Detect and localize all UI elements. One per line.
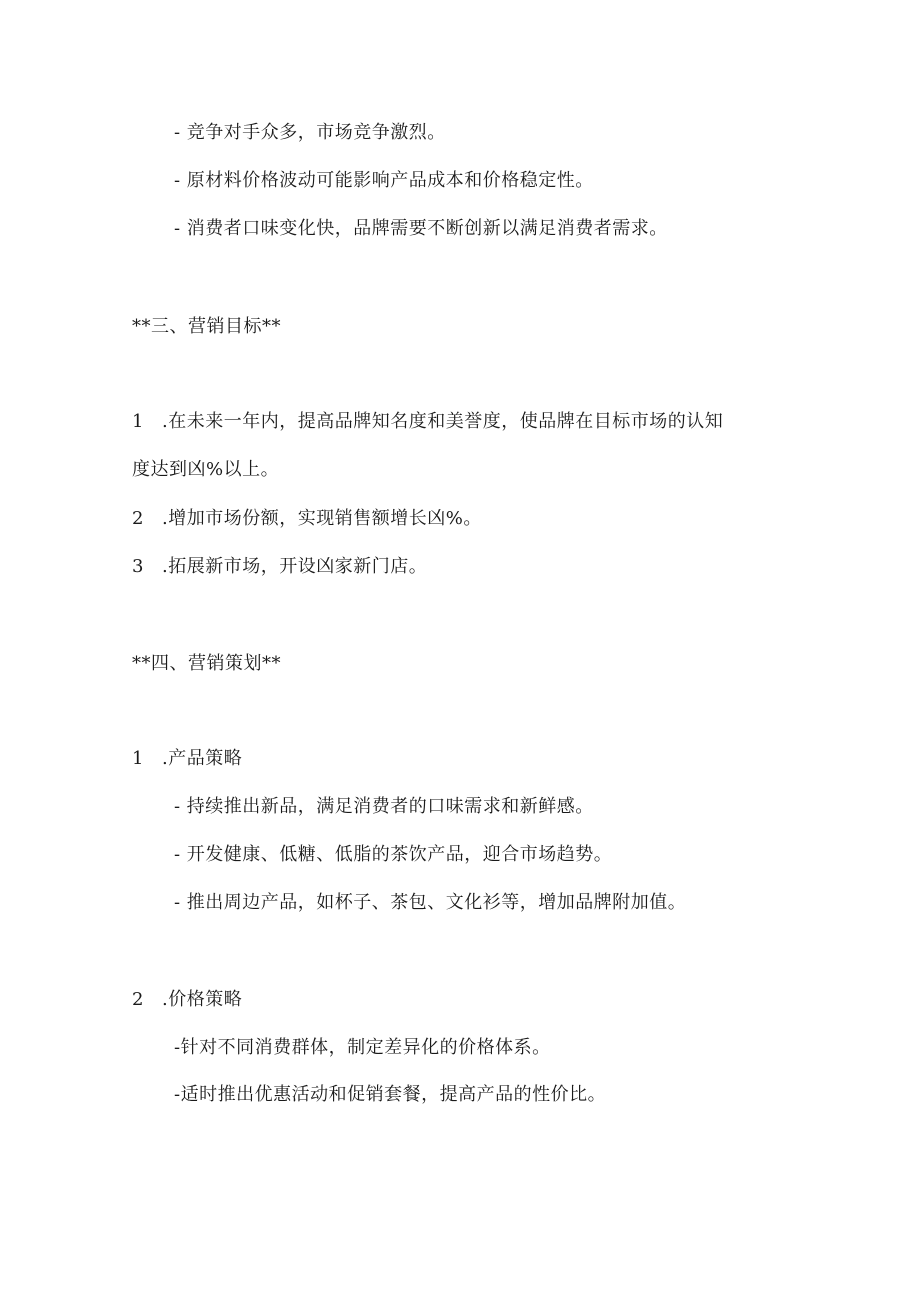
strategy-number: 2 (132, 989, 144, 1010)
goal-number: 3 (132, 556, 144, 577)
price-bullet: -适时推出优惠活动和促销套餐，提高产品的性价比。 (174, 1084, 607, 1105)
product-bullet: - 持续推出新品，满足消费者的口味需求和新鲜感。 (174, 796, 594, 817)
goal-text: .拓展新市场，开设凶家新门店。 (162, 556, 428, 577)
product-bullet: - 推出周边产品，如杯子、茶包、文化衫等，增加品牌附加值。 (174, 892, 687, 913)
price-bullet: -针对不同消费群体，制定差异化的价格体系。 (174, 1037, 551, 1058)
goal-text-continuation: 度达到凶%以上。 (132, 459, 280, 480)
goal-item (132, 558, 427, 576)
goal-number: 2 (132, 508, 144, 529)
product-bullet: - 开发健康、低糖、低脂的茶饮产品，迎合市场趋势。 (174, 844, 613, 865)
section-heading-marketing-plan: **四、营销策划** (132, 653, 281, 674)
risk-bullet: - 消费者口味变化快，品牌需要不断创新以满足消费者需求。 (174, 218, 668, 239)
goal-text: .增加市场份额，实现销售额增长凶%。 (162, 508, 482, 529)
risk-bullet: - 原材料价格波动可能影响产品成本和价格稳定性。 (174, 170, 594, 191)
strategy-title-price (132, 991, 242, 1009)
risk-bullet: - 竞争对手众多，市场竞争激烈。 (174, 122, 446, 143)
strategy-title: .价格策略 (162, 989, 243, 1010)
strategy-number: 1 (132, 748, 144, 769)
strategy-title-product (132, 750, 242, 768)
goal-item (132, 510, 482, 528)
goal-item (132, 413, 723, 431)
goal-number: 1 (132, 411, 144, 432)
section-heading-marketing-goals: **三、营销目标** (132, 316, 281, 337)
strategy-title: .产品策略 (162, 748, 243, 769)
goal-text: .在未来一年内，提高品牌知名度和美誉度，使品牌在目标市场的认知 (162, 411, 724, 432)
